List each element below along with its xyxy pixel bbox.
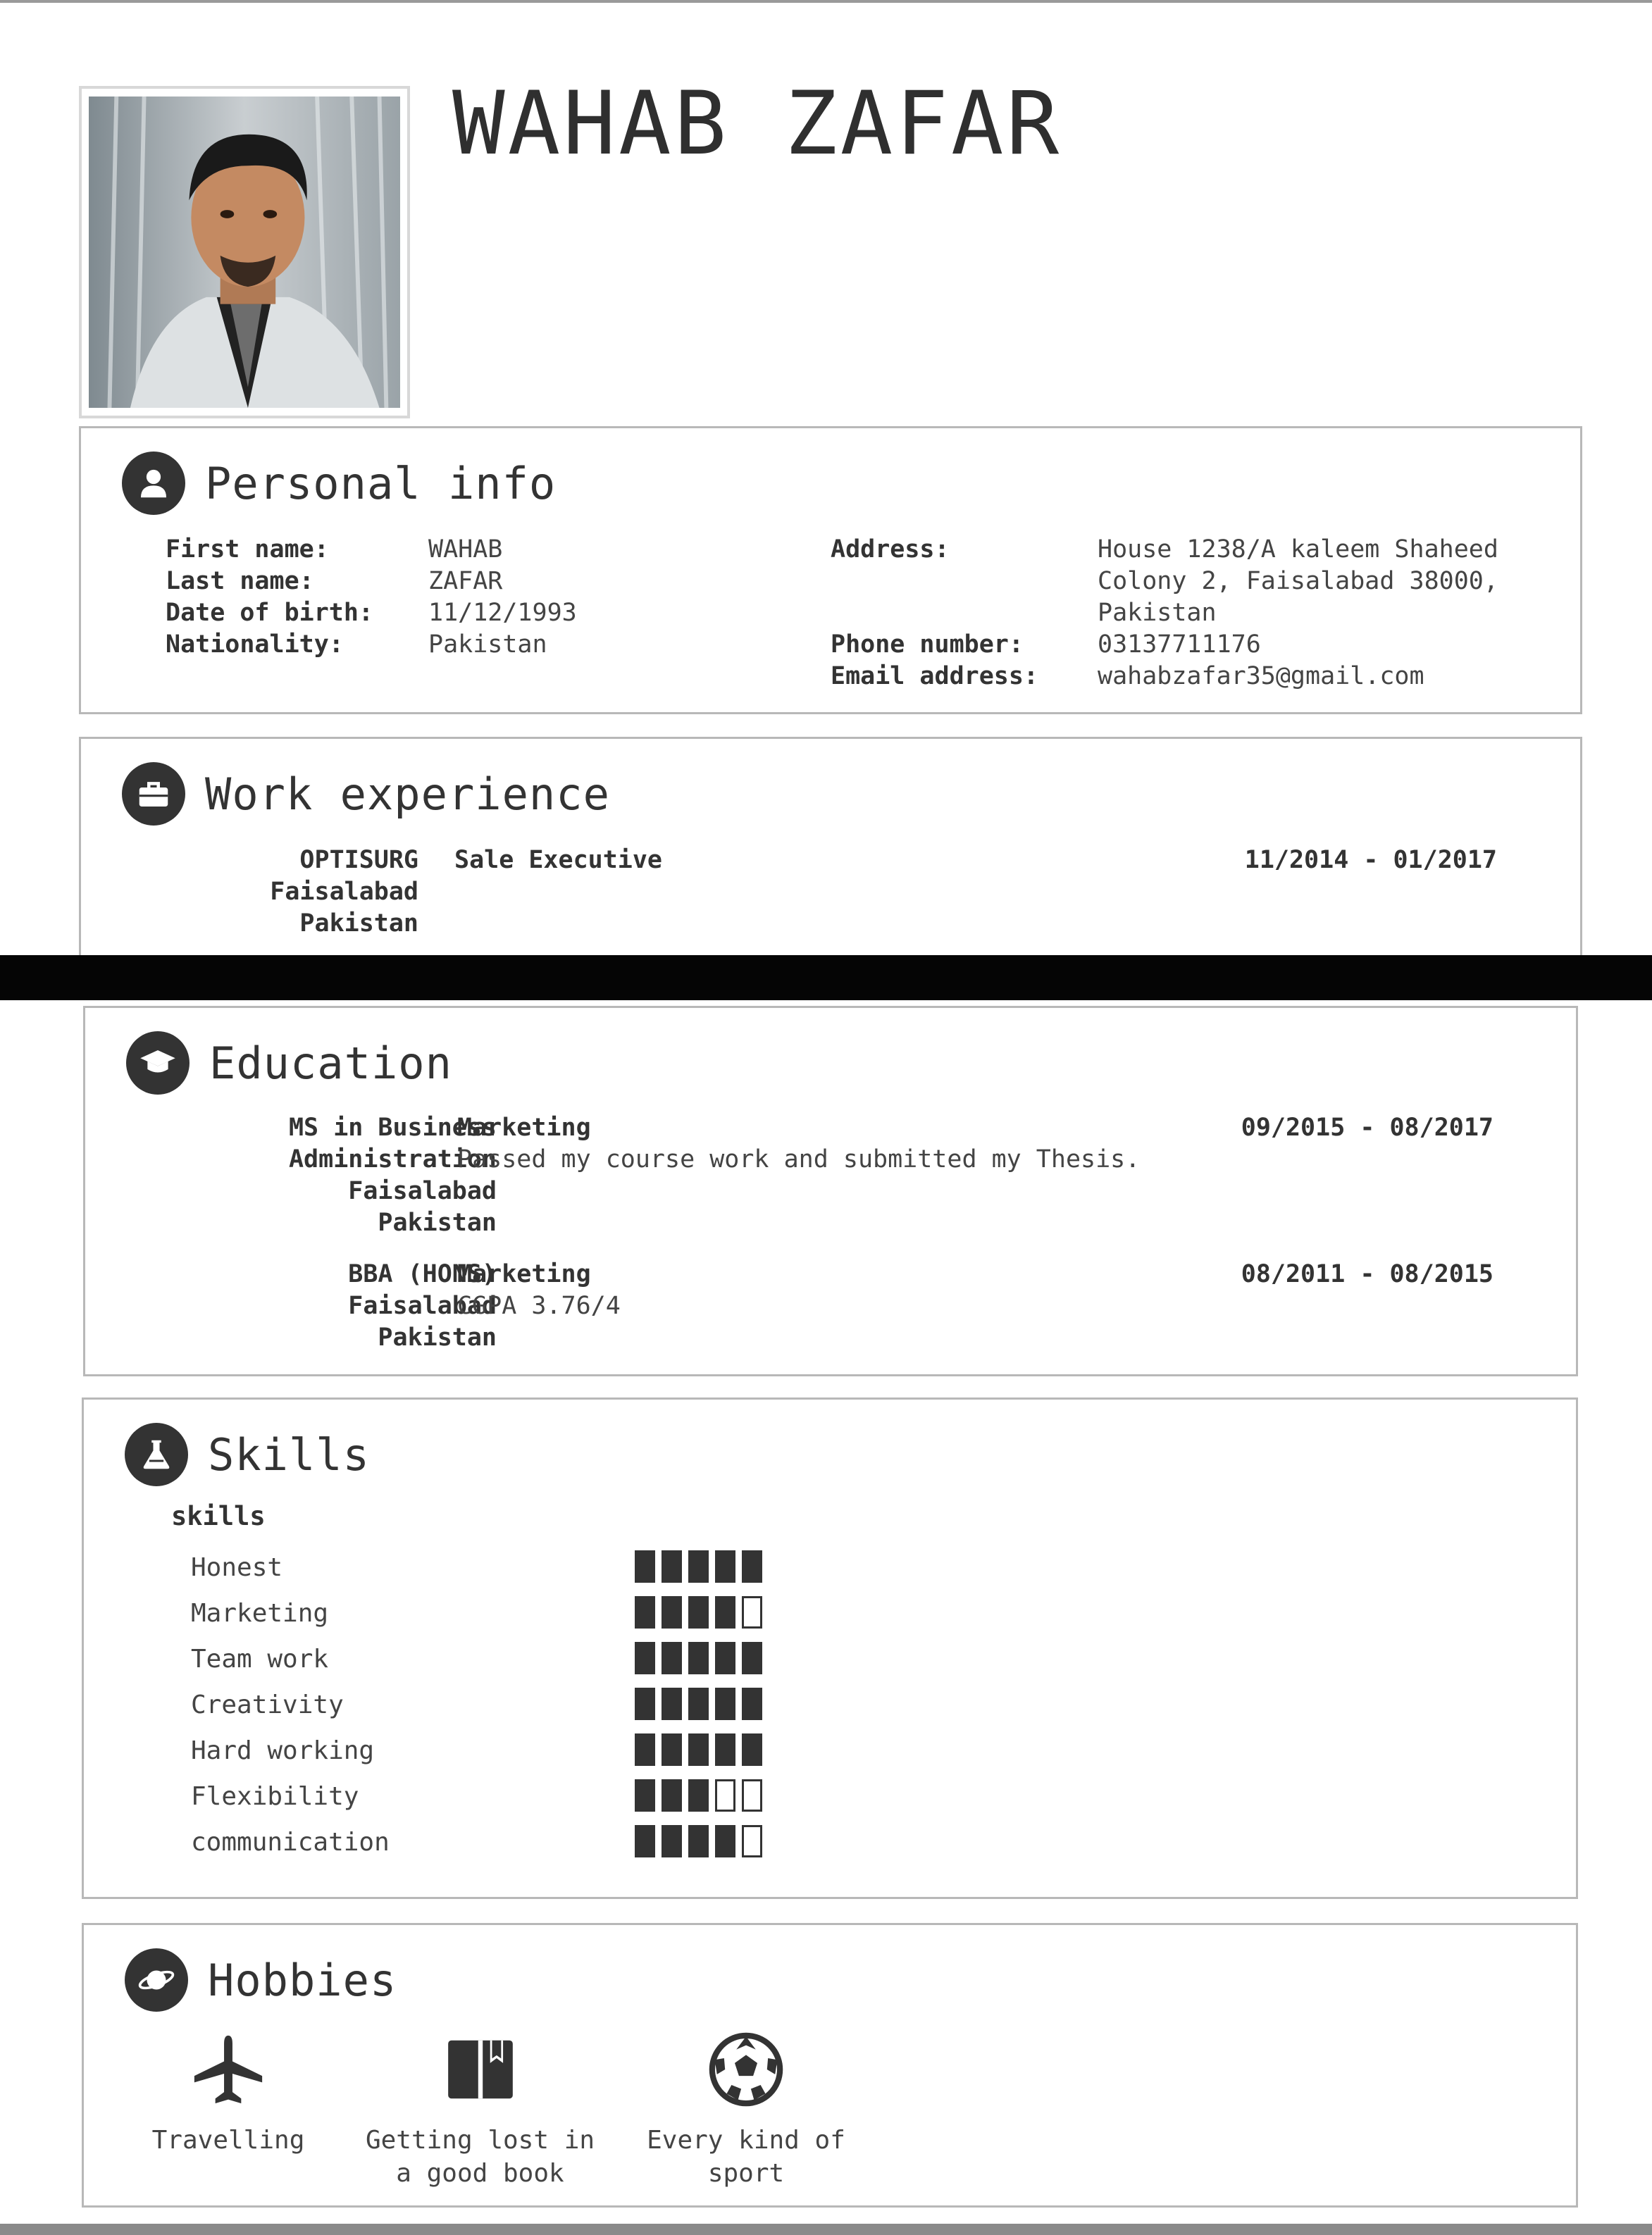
skill-name: communication [191, 1828, 390, 1857]
skill-row [191, 1550, 825, 1586]
skill-level-filled [715, 1688, 735, 1720]
work-org-line: Pakistan [299, 909, 418, 938]
profile-photo [79, 86, 410, 418]
skill-level-bar [635, 1825, 769, 1857]
dob-value: 11/12/1993 [428, 599, 577, 627]
hobby-travelling [123, 2031, 334, 2157]
skill-level-bar [635, 1733, 769, 1766]
education-description: CGPA 3.76/4 [457, 1292, 621, 1320]
skill-level-filled [688, 1688, 709, 1720]
top-border [0, 0, 1652, 3]
address-label: Address: [831, 535, 950, 564]
skill-level-filled [635, 1550, 655, 1583]
hobby-sport [626, 2031, 866, 2190]
education-org-line: Administration [288, 1145, 497, 1173]
skill-level-filled [635, 1642, 655, 1674]
hobby-label-line: Getting lost in [365, 2126, 595, 2155]
skill-level-filled [662, 1825, 682, 1857]
skill-level-filled [635, 1733, 655, 1766]
flask-icon [125, 1423, 188, 1486]
skill-level-filled [715, 1642, 735, 1674]
graduation-cap-icon [126, 1031, 190, 1095]
skill-name: Flexibility [191, 1782, 359, 1811]
briefcase-icon [122, 762, 185, 826]
phone-value: 03137711176 [1098, 630, 1261, 659]
skill-level-empty [742, 1779, 762, 1812]
education-org-line: Pakistan [378, 1324, 497, 1352]
book-icon [442, 2031, 519, 2108]
section-title: Skills [208, 1428, 370, 1481]
education-org-line: MS in Business [288, 1114, 497, 1142]
work-experience-section [79, 737, 1582, 976]
education-section [83, 1006, 1578, 1376]
education-org-line: Faisalabad [348, 1177, 497, 1205]
skill-level-bar [635, 1596, 769, 1629]
skill-level-filled [742, 1642, 762, 1674]
skill-row [191, 1733, 825, 1769]
skill-level-filled [688, 1550, 709, 1583]
skill-level-filled [635, 1596, 655, 1629]
skill-level-filled [742, 1550, 762, 1583]
section-title: Education [209, 1037, 452, 1089]
education-field: Marketing [457, 1260, 591, 1288]
work-experience-header [122, 760, 610, 828]
skills-header [125, 1421, 370, 1488]
dob-label: Date of birth: [166, 599, 374, 627]
hobby-label-line: Every kind of [647, 2126, 845, 2155]
last-name-label: Last name: [166, 567, 314, 595]
address-line: Colony 2, Faisalabad 38000, [1098, 567, 1498, 595]
skill-level-bar [635, 1642, 769, 1674]
profile-photo-image [89, 96, 400, 409]
planet-icon [125, 1948, 188, 2012]
airplane-icon [190, 2031, 267, 2108]
skill-name: Creativity [191, 1691, 344, 1719]
hobby-label [123, 2124, 334, 2157]
skill-level-filled [688, 1642, 709, 1674]
skill-level-filled [635, 1688, 655, 1720]
address-line: House 1238/A kaleem Shaheed [1098, 535, 1498, 564]
skill-level-filled [662, 1779, 682, 1812]
skill-name: Hard working [191, 1736, 375, 1765]
skill-level-filled [662, 1550, 682, 1583]
skill-level-filled [715, 1596, 735, 1629]
personal-info-section [79, 426, 1582, 714]
section-title: Hobbies [208, 1954, 397, 2006]
skill-row [191, 1825, 825, 1860]
user-icon [122, 452, 185, 515]
skill-row [191, 1779, 825, 1814]
hobby-reading [348, 2031, 612, 2190]
education-detail [457, 1112, 1140, 1176]
section-title: Work experience [205, 768, 610, 820]
work-dates: 11/2014 - 01/2017 [1244, 846, 1497, 874]
address-line: Pakistan [1098, 599, 1217, 627]
bottom-border [0, 2224, 1652, 2235]
nationality-label: Nationality: [166, 630, 344, 659]
skill-level-empty [742, 1825, 762, 1857]
candidate-name: WAHAB ZAFAR [452, 73, 1062, 175]
personal-right-values [1098, 534, 1498, 692]
skill-name: Team work [191, 1645, 329, 1674]
skill-level-bar [635, 1688, 769, 1720]
soccer-ball-icon [707, 2031, 785, 2108]
skills-section [82, 1397, 1578, 1899]
personal-left-values [428, 534, 577, 661]
skill-level-filled [662, 1642, 682, 1674]
skill-name: Marketing [191, 1599, 329, 1628]
work-role: Sale Executive [454, 846, 663, 874]
skill-level-filled [688, 1825, 709, 1857]
skill-level-filled [662, 1733, 682, 1766]
hobbies-header [125, 1946, 397, 2014]
skill-level-filled [715, 1733, 735, 1766]
first-name-value: WAHAB [428, 535, 503, 564]
skill-level-filled [688, 1596, 709, 1629]
education-org-line: Faisalabad [348, 1292, 497, 1320]
skill-level-filled [742, 1688, 762, 1720]
skills-subtitle: skills [171, 1501, 266, 1531]
hobby-label [626, 2124, 866, 2190]
phone-label: Phone number: [831, 630, 1024, 659]
skill-level-empty [742, 1596, 762, 1629]
education-detail [457, 1259, 621, 1322]
education-dates: 08/2011 - 08/2015 [1241, 1260, 1493, 1288]
skill-level-bar [635, 1550, 769, 1583]
education-header [126, 1029, 452, 1097]
personal-right-labels [831, 534, 1038, 692]
hobby-label [348, 2124, 612, 2190]
work-org [270, 845, 418, 940]
section-title: Personal info [205, 457, 557, 509]
skill-level-filled [688, 1779, 709, 1812]
skill-level-empty [715, 1779, 735, 1812]
skill-row [191, 1642, 825, 1677]
page-divider-bar [0, 955, 1652, 1000]
skill-level-filled [662, 1688, 682, 1720]
work-org-line: OPTISURG [299, 846, 418, 874]
work-org-line: Faisalabad [270, 878, 418, 906]
hobby-label-line: a good book [396, 2159, 564, 2188]
education-field: Marketing [457, 1114, 591, 1142]
skill-level-filled [715, 1825, 735, 1857]
skill-row [191, 1688, 825, 1723]
skill-name: Honest [191, 1553, 283, 1582]
skill-level-filled [662, 1596, 682, 1629]
skill-level-filled [688, 1733, 709, 1766]
education-org-line: BBA (HONS) [348, 1260, 497, 1288]
education-description: Passed my course work and submitted my Thesis. [457, 1145, 1141, 1173]
email-value[interactable]: wahabzafar35@gmail.com [1098, 662, 1424, 690]
education-org-line: Pakistan [378, 1209, 497, 1237]
skill-level-filled [742, 1733, 762, 1766]
skill-row [191, 1596, 825, 1631]
nationality-value: Pakistan [428, 630, 547, 659]
personal-info-header [122, 449, 556, 517]
personal-left-labels [166, 534, 373, 661]
skill-level-filled [635, 1779, 655, 1812]
education-dates: 09/2015 - 08/2017 [1241, 1114, 1493, 1142]
hobby-label-line: sport [707, 2159, 785, 2188]
hobbies-section [82, 1923, 1578, 2208]
first-name-label: First name: [166, 535, 329, 564]
email-label: Email address: [831, 662, 1039, 690]
last-name-value: ZAFAR [428, 567, 503, 595]
hobby-label-line: Travelling [151, 2126, 305, 2155]
skill-level-filled [635, 1825, 655, 1857]
skill-level-filled [715, 1550, 735, 1583]
skill-level-bar [635, 1779, 769, 1812]
